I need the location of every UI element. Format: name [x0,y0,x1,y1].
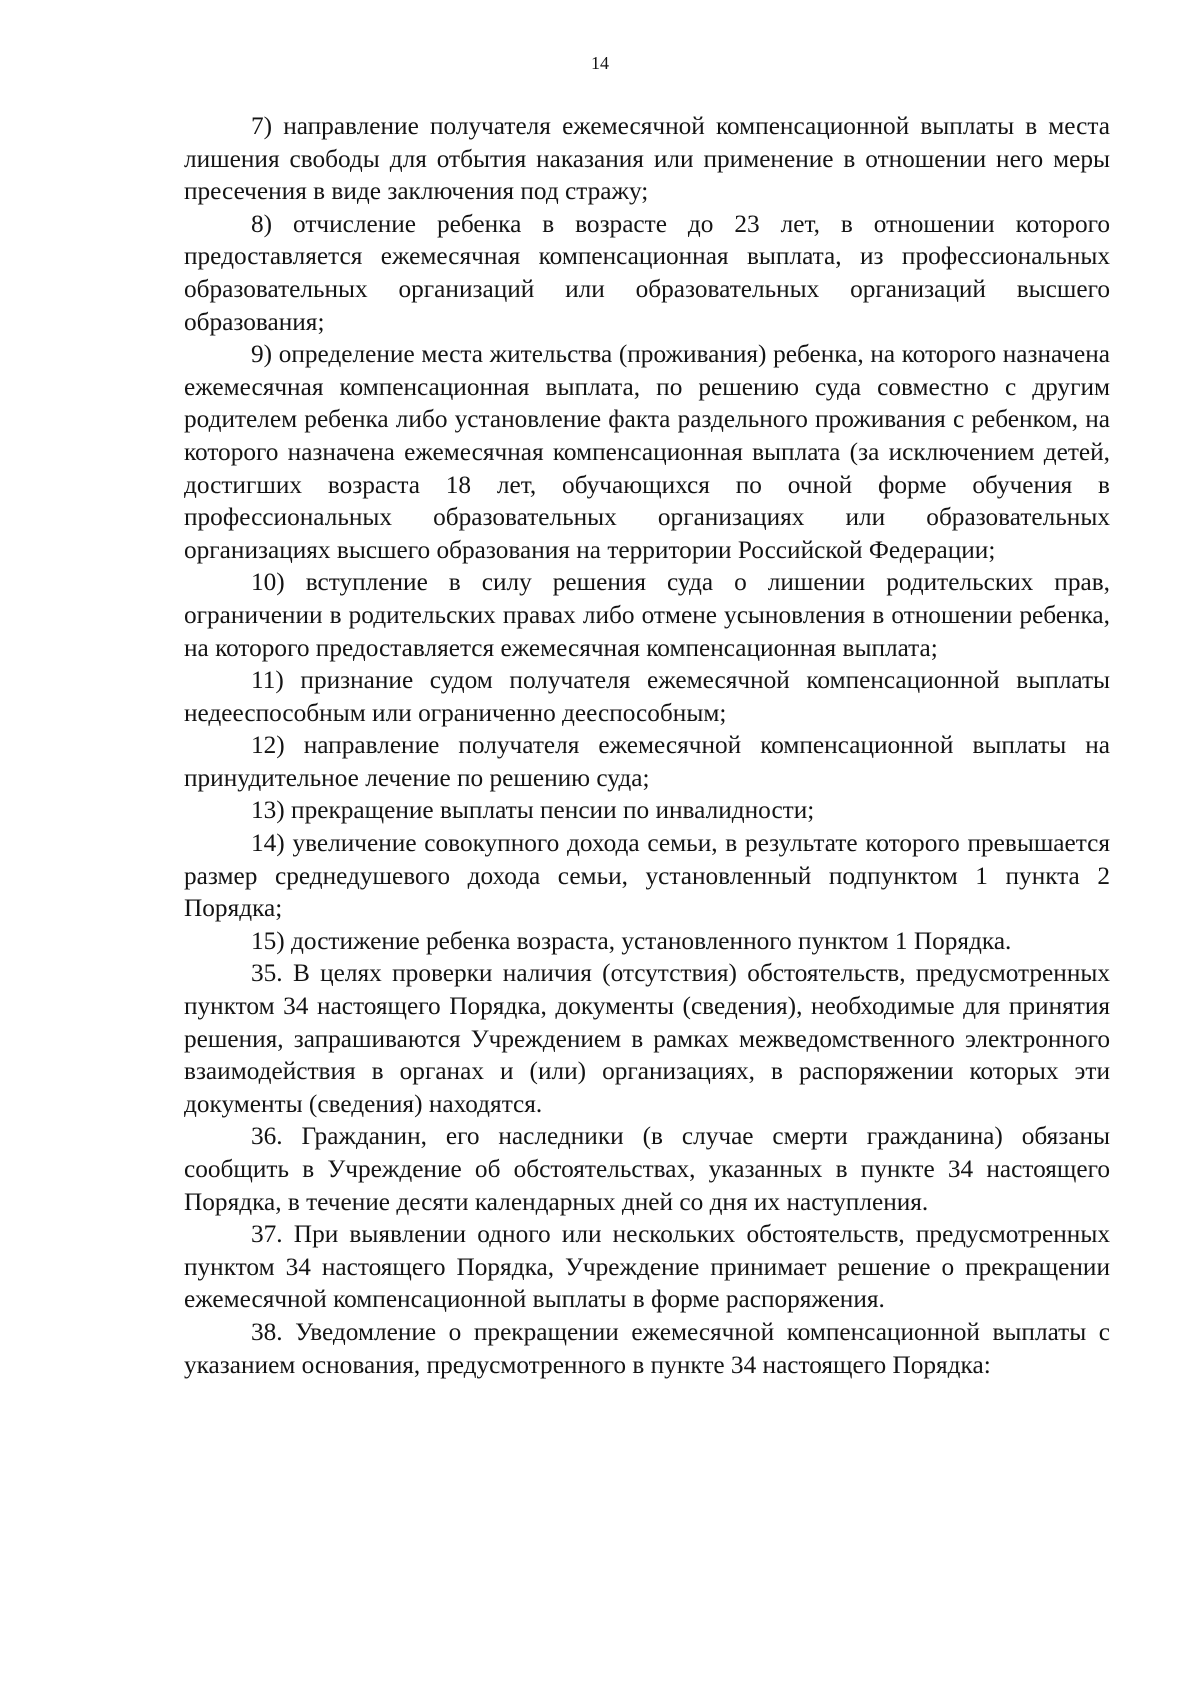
paragraph-item-8: 8) отчисление ребенка в возрасте до 23 лет, в отношении которого предоставляется ежемесячная компенсационная выплата, из профессиональных образовательных организаций или образовательных организаций высшего образования; [184,209,1110,336]
paragraph-item-7: 7) направление получателя ежемесячной компенсационной выплаты в места лишения свободы для отбытия наказания или применение в отношении него меры пресечения в виде заключения под стражу; [184,112,1110,206]
paragraph-item-12: 12) направление получателя ежемесячной компенсационной выплаты на принудительное лечение по решению суда; [184,731,1110,792]
paragraph-item-13: 13) прекращение выплаты пенсии по инвалидности; [251,796,815,825]
paragraph-item-14: 14) увеличение совокупного дохода семьи, в результате которого превышается размер среднедушевого дохода семьи, установленный подпунктом 1 пункта 2 Порядка; [184,829,1110,923]
paragraph-item-10: 10) вступление в силу решения суда о лишении родительских прав, ограничении в родительских правах либо отмене усыновления в отношении ребенка, на которого предоставляется ежемесячная компенсационная выплата; [184,568,1110,662]
page-number: 14 [591,53,609,73]
paragraph-clause-38: 38. Уведомление о прекращении ежемесячной компенсационной выплаты с указанием основания, предусмотренного в пункте 34 настоящего Порядка: [184,1317,1110,1379]
paragraph-clause-37: 37. При выявлении одного или нескольких обстоятельств, предусмотренных пунктом 34 настоящего Порядка, Учреждение принимает решение о прекращении ежемесячной компенсационной выплаты в форме распоряжения. [184,1220,1110,1314]
document-body [184,110,1110,1381]
paragraph-item-15: 15) достижение ребенка возраста, установленного пунктом 1 Порядка. [251,926,1012,955]
paragraph-item-11: 11) признание судом получателя ежемесячной компенсационной выплаты недееспособным или ограниченно дееспособным; [184,666,1110,727]
paragraph-clause-35: 35. В целях проверки наличия (отсутствия) обстоятельств, предусмотренных пунктом 34 настоящего Порядка, документы (сведения), необходимые для принятия решения, запрашиваются Учреждением в рамках межведомственного электронного взаимодействия в органах и (или) организациях, в распоряжении которых эти документы (сведения) находятся. [184,959,1110,1118]
paragraph-clause-36: 36. Гражданин, его наследники (в случае смерти гражданина) обязаны сообщить в Учреждение об обстоятельствах, указанных в пункте 34 настоящего Порядка, в течение десяти календарных дней со дня их наступления. [184,1122,1110,1216]
paragraph-item-9: 9) определение места жительства (проживания) ребенка, на которого назначена ежемесячная компенсационная выплата, по решению суда совместно с другим родителем ребенка либо установление факта раздельного проживания с ребенком, на которого назначена ежемесячная компенсационная выплата (за исключением детей, достигших возраста 18 лет, обучающихся по очной форме обучения в профессиональных образовательных организациях или образовательных организациях высшего образования на территории Российской Федерации; [184,340,1110,564]
